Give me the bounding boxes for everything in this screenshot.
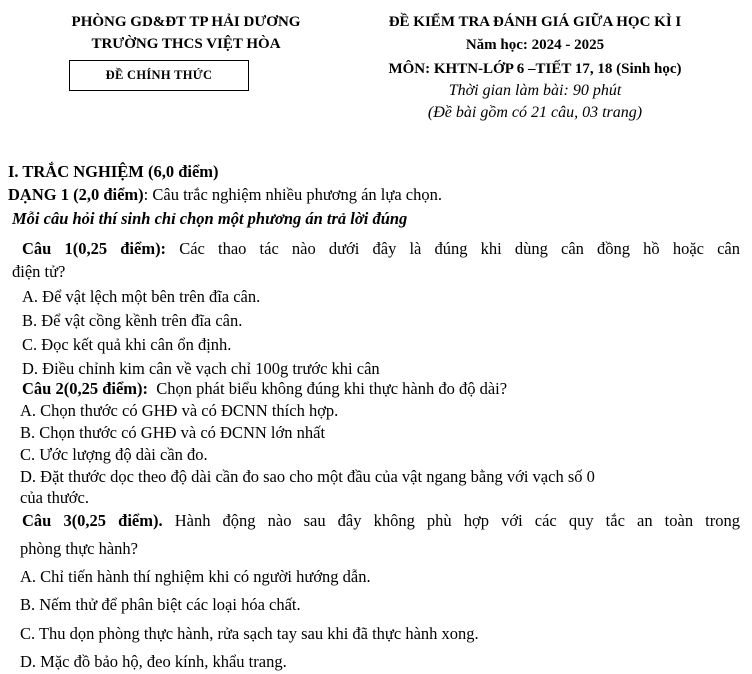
part-heading [8, 185, 442, 205]
page-count-note: (Đề bài gồm có 21 câu, 03 trang) [427, 104, 643, 121]
question-3-option-b: B. Nếm thử để phân biệt các loại hóa chất. [20, 595, 301, 614]
section-title: I. TRẮC NGHIỆM (6,0 điểm) [8, 162, 219, 181]
question-2-option-d: D. Đặt thước dọc theo độ dài cần đo sao cho một đầu của vật ngang bằng với vạch số 0 [20, 467, 595, 486]
question-1-option-a: A. Để vật lệch một bên trên đĩa cân. [22, 287, 261, 306]
question-3-text: Hành động nào sau đây không phù hợp với các quy tắc an toàn trong [174, 511, 740, 530]
part-text: : Câu trắc nghiệm nhiều phương án lựa chọn. [143, 185, 442, 204]
question-2-stem [22, 379, 507, 399]
question-1-text-cont: điện tử? [12, 262, 66, 281]
exam-title: ĐỀ KIỂM TRA ĐÁNH GIÁ GIỮA HỌC KÌ I [388, 14, 682, 30]
part-label: DẠNG 1 (2,0 điểm) [8, 185, 144, 204]
question-2-option-a: A. Chọn thước có GHĐ và có ĐCNN thích hợp. [20, 401, 339, 420]
question-2-label: Câu 2(0,25 điểm): [22, 379, 149, 398]
question-2-option-b: B. Chọn thước có GHĐ và có ĐCNN lớn nhất [20, 423, 326, 442]
school-department: PHÒNG GD&ĐT TP HẢI DƯƠNG [71, 14, 301, 30]
question-1-option-b: B. Để vật cồng kềnh trên đĩa cân. [22, 311, 243, 330]
question-3-stem [22, 511, 740, 531]
question-2-option-d-cont: của thước. [20, 488, 89, 507]
official-exam-label: ĐỀ CHÍNH THỨC [105, 68, 213, 82]
question-3-text-cont: phòng thực hành? [20, 539, 138, 558]
question-3-option-a: A. Chỉ tiến hành thí nghiệm khi có người hướng dẫn. [20, 567, 371, 586]
question-3-option-d: D. Mặc đồ bảo hộ, đeo kính, khẩu trang. [20, 652, 287, 671]
question-1-label: Câu 1(0,25 điểm): [22, 239, 167, 258]
instruction: Mỗi câu hỏi thí sinh chỉ chọn một phương án trả lời đúng [12, 209, 408, 228]
question-1-text: Các thao tác nào dưới đây là đúng khi dùng cân đồng hồ hoặc cân [179, 239, 741, 258]
question-2-option-c: C. Ước lượng độ dài cần đo. [20, 445, 208, 464]
question-1-stem [22, 239, 740, 259]
school-year: Năm học: 2024 - 2025 [465, 37, 605, 53]
school-name: TRƯỜNG THCS VIỆT HÒA [91, 36, 281, 52]
question-1-option-d: D. Điều chỉnh kim cân về vạch chỉ 100g trước khi cân [22, 359, 380, 378]
official-exam-badge [69, 60, 249, 91]
question-3-label: Câu 3(0,25 điểm). [22, 511, 163, 530]
subject-line: MÔN: KHTN-LỚP 6 –TIẾT 17, 18 (Sinh học) [388, 61, 682, 77]
question-2-text: Chọn phát biểu không đúng khi thực hành đo độ dài? [156, 379, 508, 398]
question-3-option-c: C. Thu dọn phòng thực hành, rửa sạch tay sau khi đã thực hành xong. [20, 624, 479, 643]
question-1-option-c: C. Đọc kết quả khi cân ổn định. [22, 335, 232, 354]
time-limit: Thời gian làm bài: 90 phút [448, 82, 622, 99]
